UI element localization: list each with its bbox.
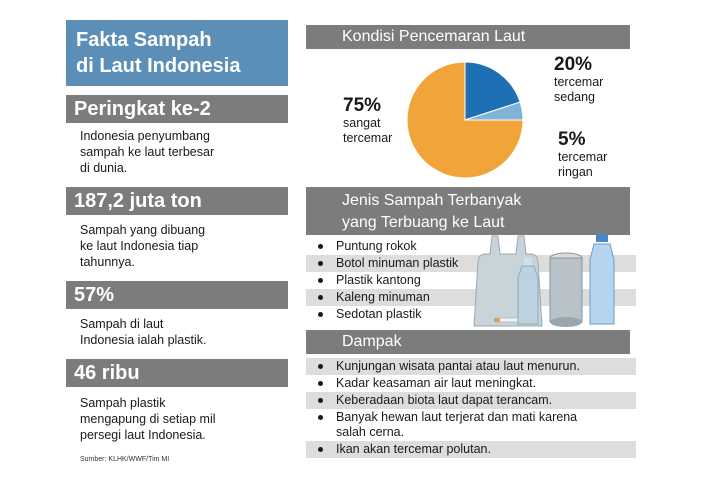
slice-text: tercemar xyxy=(343,131,393,145)
list-item-label: Banyak hewan laut terjerat dan mati karena xyxy=(336,410,578,424)
bullet-icon xyxy=(318,415,323,420)
slice-text: tercemar xyxy=(554,75,604,89)
slice-pct: 5% xyxy=(558,129,586,150)
bullet-icon xyxy=(318,295,323,300)
fact-text-rank xyxy=(80,128,280,176)
impact-list xyxy=(306,358,636,458)
list-item-label: Sedotan plastik xyxy=(336,307,422,321)
bullet-icon xyxy=(318,261,323,266)
source-note: Sumber: KLHK/WWF/Tim MI xyxy=(80,456,170,463)
fact-line: persegi laut Indonesia. xyxy=(80,428,206,442)
fact-headline-plastic: 57% xyxy=(66,281,288,309)
slice-pct: 75% xyxy=(343,95,382,116)
pollution-pie-chart xyxy=(400,55,530,185)
fact-line: Indonesia ialah plastik. xyxy=(80,333,207,347)
list-item-label: Plastik kantong xyxy=(336,273,421,287)
list-item xyxy=(306,392,636,409)
list-item-label: Puntung rokok xyxy=(336,239,417,253)
trash-types-heading xyxy=(306,187,630,235)
large-bottle-icon xyxy=(590,234,614,324)
fact-line: tahunnya. xyxy=(80,255,135,269)
page-title xyxy=(66,20,288,86)
list-item xyxy=(306,375,636,392)
heading-line: Jenis Sampah Terbanyak xyxy=(342,192,522,209)
fact-headline-tonnage: 187,2 juta ton xyxy=(66,187,288,215)
list-item-label: Ikan akan tercemar polutan. xyxy=(336,442,491,456)
bullet-icon xyxy=(318,381,323,386)
trash-illustration xyxy=(468,232,638,328)
slice-label-severe xyxy=(343,96,392,146)
slice-text: tercemar xyxy=(558,150,608,164)
list-item xyxy=(306,358,636,375)
list-item-label: salah cerna. xyxy=(336,425,405,439)
fact-line: Sampah di laut xyxy=(80,317,164,331)
list-item-label: Kadar keasaman air laut meningkat. xyxy=(336,376,537,390)
bullet-icon xyxy=(318,447,323,452)
fact-line: Sampah plastik xyxy=(80,396,166,410)
bullet-icon xyxy=(318,312,323,317)
fact-line: di dunia. xyxy=(80,161,128,175)
slice-text: sangat xyxy=(343,116,381,130)
fact-line: Sampah yang dibuang xyxy=(80,223,206,237)
fact-text-floating xyxy=(80,395,280,443)
slice-label-moderate xyxy=(554,55,603,105)
list-item xyxy=(306,441,636,458)
heading-line: yang Terbuang ke Laut xyxy=(342,214,505,231)
fact-text-plastic xyxy=(80,316,280,348)
cigarette-butt-icon xyxy=(494,318,520,322)
can-icon xyxy=(550,253,582,327)
bullet-icon xyxy=(318,244,323,249)
fact-line: ke laut Indonesia tiap xyxy=(80,239,199,253)
fact-headline-floating: 46 ribu xyxy=(66,359,288,387)
title-line-2: di Laut Indonesia xyxy=(76,55,241,77)
fact-line: mengapung di setiap mil xyxy=(80,412,216,426)
list-item-label: Kaleng minuman xyxy=(336,290,430,304)
fact-line: Indonesia penyumbang xyxy=(80,129,210,143)
fact-headline-rank: Peringkat ke-2 xyxy=(66,95,288,123)
title-line-1: Fakta Sampah xyxy=(76,29,212,51)
slice-pct: 20% xyxy=(554,54,593,75)
fact-line: sampah ke laut terbesar xyxy=(80,145,215,159)
list-item-label: Botol minuman plastik xyxy=(336,256,459,270)
slice-label-light xyxy=(558,130,607,180)
slice-text: ringan xyxy=(558,165,593,179)
bullet-icon xyxy=(318,278,323,283)
impact-heading: Dampak xyxy=(306,330,630,354)
list-item-label: Keberadaan biota laut dapat terancam. xyxy=(336,393,553,407)
list-item-label: Kunjungan wisata pantai atau laut menurun. xyxy=(336,359,580,373)
bullet-icon xyxy=(318,364,323,369)
pollution-heading: Kondisi Pencemaran Laut xyxy=(306,25,630,49)
list-item xyxy=(306,409,636,441)
small-bottle-icon xyxy=(518,258,538,324)
slice-text: sedang xyxy=(554,90,596,104)
fact-text-tonnage xyxy=(80,222,280,270)
bullet-icon xyxy=(318,398,323,403)
